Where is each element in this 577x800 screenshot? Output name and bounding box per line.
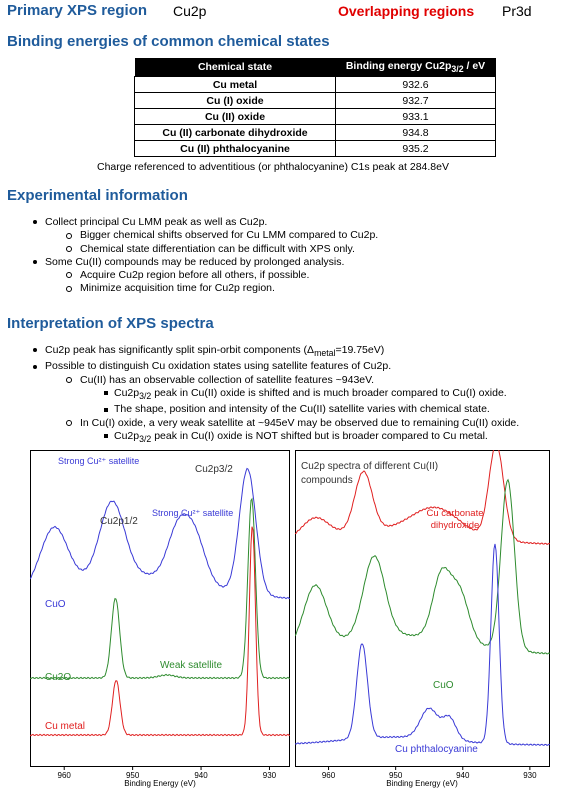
chart-cu2-compounds <box>295 450 550 790</box>
chart-reference-spectra <box>30 450 290 790</box>
col-chemical-state: Chemical state <box>135 58 336 77</box>
table-row <box>135 109 496 125</box>
bullet-icon <box>66 272 72 278</box>
col-binding-energy: Binding energy $Cu2p_{3/2}$ / eV <box>336 58 496 77</box>
x-tick-label: 940 <box>194 771 208 780</box>
annotation-cu2p12: Cu2p1/2 <box>100 516 138 527</box>
primary-region-value: Cu2p <box>173 3 207 19</box>
list-item: Possible to distinguish Cu oxidation states using satellite features of Cu2p. <box>33 360 486 373</box>
table-row <box>135 125 496 141</box>
experimental-list <box>33 216 379 296</box>
interpretation-title: Interpretation of XPS spectra <box>7 315 214 332</box>
be-cell: 935.2 <box>336 141 496 157</box>
list-item: $Cu2p_{3/2}$ peak in Cu(I) oxide is NOT shifted but is broader compared to Cu metal. <box>104 430 557 446</box>
annotation-cu2p32: Cu2p3/2 <box>195 464 233 475</box>
be-cell: 932.7 <box>336 93 496 109</box>
interpretation-list <box>33 344 520 446</box>
experimental-title: Experimental information <box>7 187 188 204</box>
list-item: The shape, position and intensity of the Cu(II) satellite varies with chemical state. <box>104 403 557 416</box>
bullet-icon <box>66 286 72 292</box>
series-label-cuo: CuO <box>433 680 454 691</box>
bullet-icon <box>104 391 108 395</box>
state-cell: Cu (I) oxide <box>135 93 336 109</box>
list-item: $Cu2p_{3/2}$ peak in Cu(II) oxide is shifted and is much broader compared to Cu(I) oxide. <box>104 387 557 403</box>
bullet-icon <box>104 434 108 438</box>
series-label-cuo: CuO <box>45 599 66 610</box>
x-tick-label: 950 <box>125 771 140 780</box>
table-row <box>135 77 496 93</box>
state-cell: Cu metal <box>135 77 336 93</box>
list-item: Cu(II) has an observable collection of satellite features ~943eV. <box>66 374 519 387</box>
table-header-row <box>135 58 496 77</box>
annotation-strong-sat-right: Strong Cu²⁺ satellite <box>152 508 234 518</box>
list-item: Bigger chemical shifts observed for Cu LMM compared to Cu2p. <box>66 229 378 242</box>
bullet-icon <box>66 420 72 426</box>
x-axis-label: Binding Energy (eV) <box>386 779 458 788</box>
state-cell: Cu (II) carbonate dihydroxide <box>135 125 336 141</box>
bullet-icon <box>33 220 37 224</box>
primary-region-label: Primary XPS region <box>7 2 148 19</box>
x-tick-label: 960 <box>321 771 336 780</box>
overlap-region-label: Overlapping regions <box>338 3 475 19</box>
bullet-icon <box>66 233 72 239</box>
list-item: In Cu(I) oxide, a very weak satellite at ~945eV may be observed due to remaining Cu(II) oxide. <box>66 417 519 430</box>
series-label-cu-metal: Cu metal <box>45 721 86 732</box>
charge-reference-note: Charge referenced to adventitious (or phthalocyanine) C1s peak at 284.8eV <box>97 161 449 173</box>
state-cell: Cu (II) phthalocyanine <box>135 141 336 157</box>
list-item: Minimize acquisition time for Cu2p region. <box>66 282 378 295</box>
x-axis-label: Binding Energy (eV) <box>124 779 196 788</box>
list-item: Collect principal Cu LMM peak as well as Cu2p. <box>33 216 345 229</box>
bullet-icon <box>104 408 108 412</box>
bullet-icon <box>33 365 37 369</box>
list-item: Some Cu(II) compounds may be reduced by prolonged analysis. <box>33 256 345 269</box>
be-cell: 932.6 <box>336 77 496 93</box>
be-cell: 934.8 <box>336 125 496 141</box>
x-tick-label: 940 <box>456 771 470 780</box>
plot-frame <box>296 451 550 767</box>
bullet-icon <box>33 348 37 352</box>
table-row <box>135 93 496 109</box>
overlap-region-value: Pr3d <box>502 3 532 19</box>
plot-frame <box>31 451 290 767</box>
binding-energies-title: Binding energies of common chemical states <box>7 33 330 50</box>
series-label-phthalocyanine: Cu phthalocyanine <box>395 744 478 755</box>
series-label-carbonate: Cu carbonate dihydroxide <box>426 508 484 531</box>
be-cell: 933.1 <box>336 109 496 125</box>
list-item: Acquire Cu2p region before all others, if possible. <box>66 269 378 282</box>
bullet-icon <box>33 260 37 264</box>
chart-title: Cu2p spectra of different Cu(II) compounds <box>301 461 439 486</box>
x-tick-label: 960 <box>57 771 71 780</box>
state-cell: Cu (II) oxide <box>135 109 336 125</box>
series-label-cu2o: Cu2O <box>45 672 72 683</box>
bullet-icon <box>66 246 72 252</box>
list-item: Chemical state differentiation can be difficult with XPS only. <box>66 243 378 256</box>
bullet-icon <box>66 377 72 383</box>
table-row <box>135 141 496 157</box>
x-tick-label: 950 <box>388 771 403 780</box>
annotation-strong-sat-left: Strong Cu²⁺ satellite <box>58 456 140 466</box>
x-tick-label: 930 <box>523 771 537 780</box>
list-item: Cu2p peak has significantly split spin-orbit components $(\Delta_{metal}=19.75eV)$ <box>33 344 486 360</box>
binding-energy-table <box>134 58 496 157</box>
x-tick-label: 930 <box>262 771 277 780</box>
annotation-weak-sat: Weak satellite <box>160 660 223 671</box>
